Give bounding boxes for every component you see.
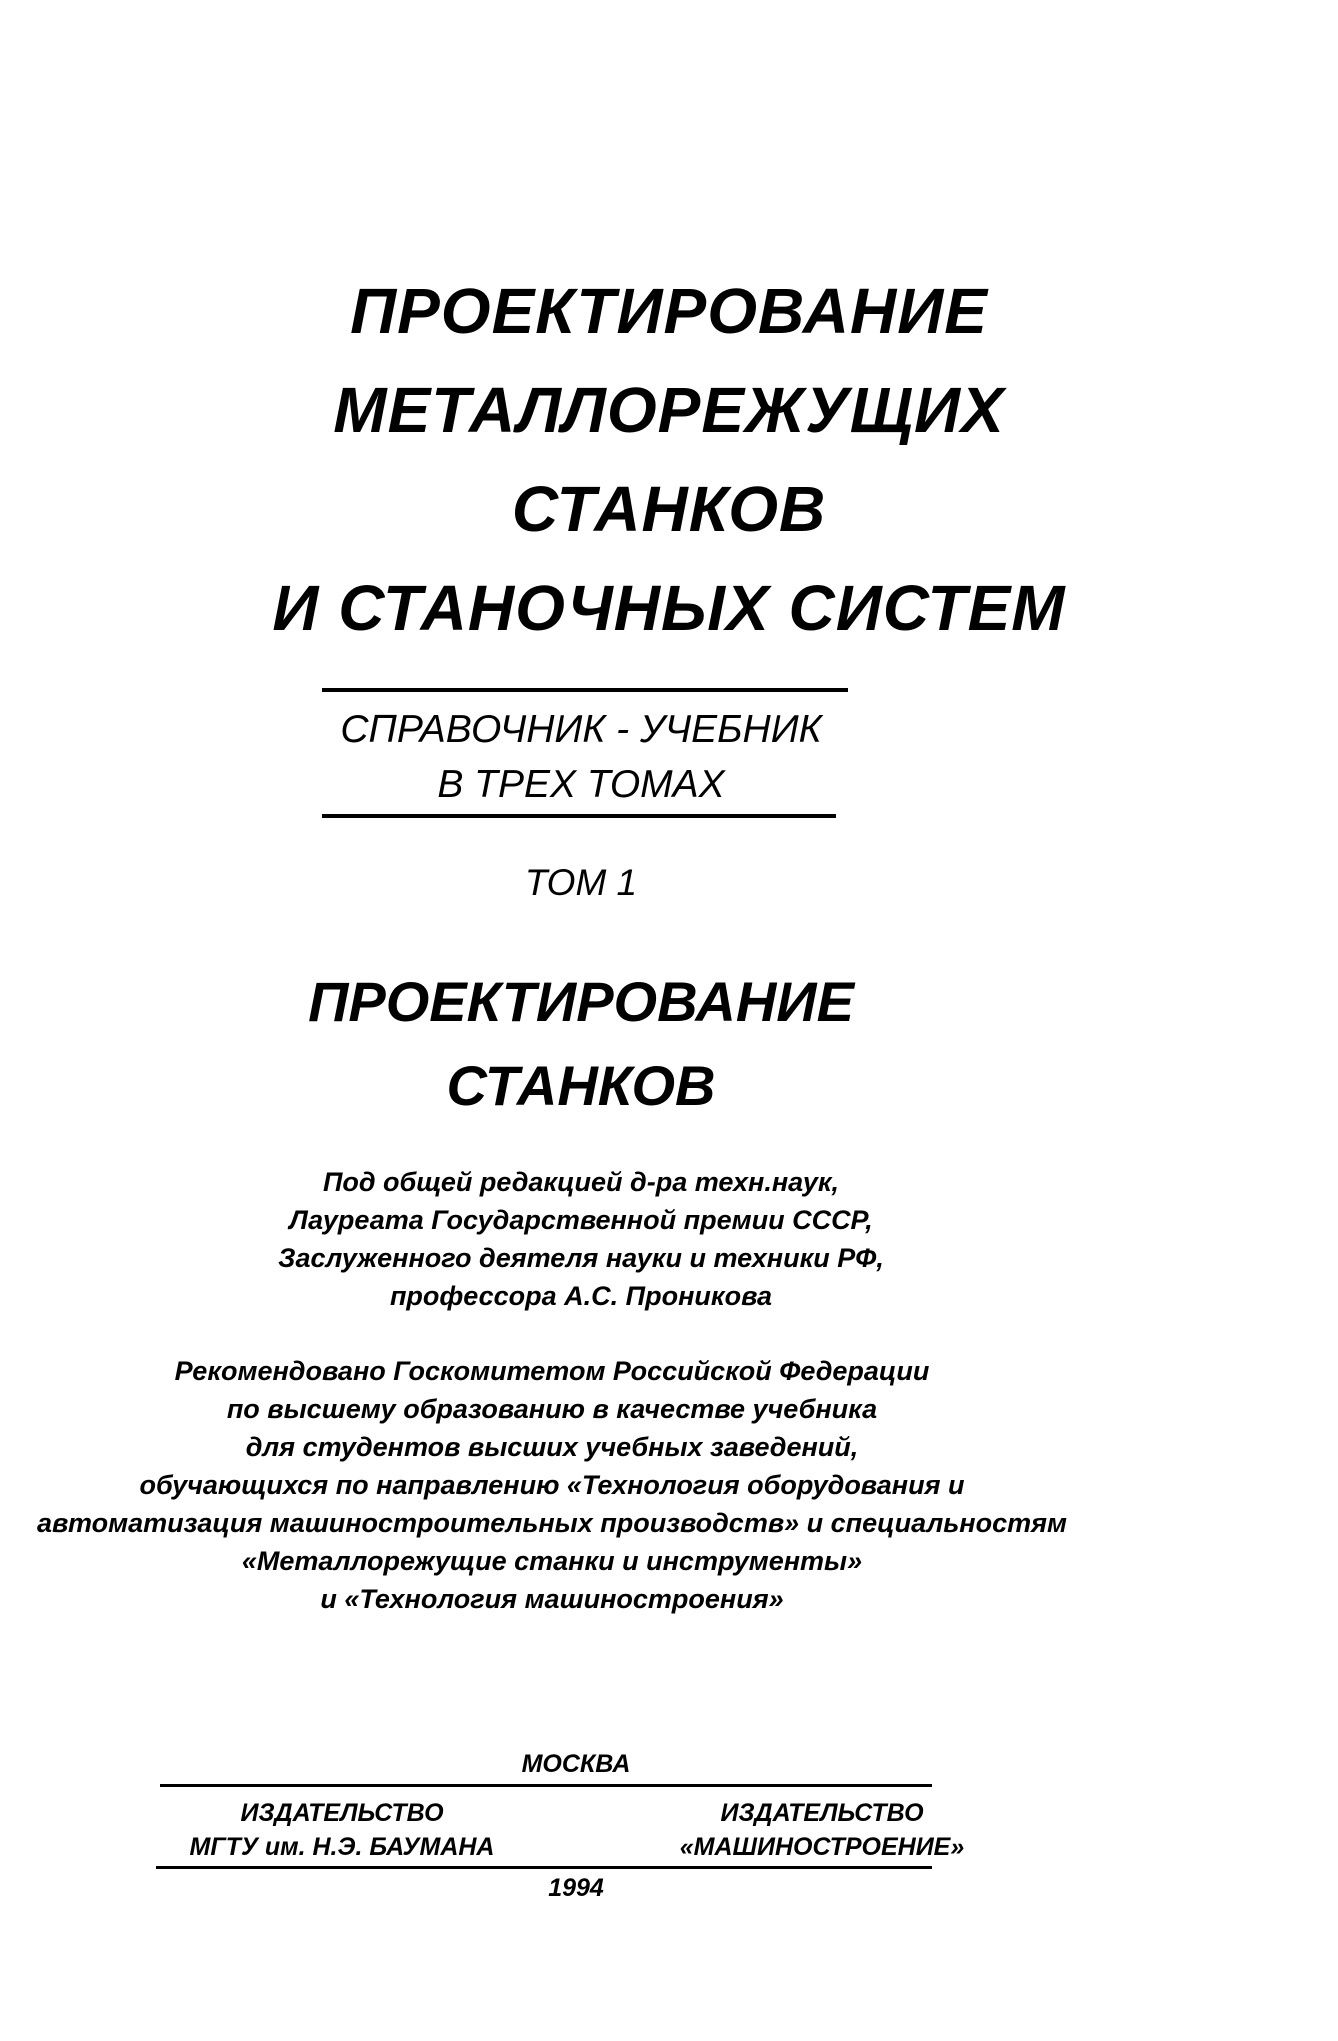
editor-block	[0, 1163, 1162, 1315]
publisher-right	[612, 1796, 1032, 1864]
subtitle-line: СПРАВОЧНИК - УЧЕБНИК	[340, 708, 822, 751]
publisher-left	[132, 1796, 552, 1864]
volume-number: ТОМ 1	[524, 862, 638, 903]
volume-title	[0, 960, 1162, 1128]
recommendation-line: «Металлорежущие станки и инструменты»	[241, 1546, 863, 1576]
publisher-right-line: «МАШИНОСТРОЕНИЕ»	[679, 1833, 965, 1861]
recommendation-line: обучающихся по направлению «Технология оборудования и	[139, 1470, 965, 1500]
volume-title-line: СТАНКОВ	[446, 1054, 716, 1117]
publisher-left-line: МГТУ им. Н.Э. БАУМАНА	[189, 1833, 495, 1861]
imprint-rule-bottom	[156, 1866, 932, 1869]
recommendation-line: автоматизация машиностроительных производств» и специальностям	[37, 1508, 1067, 1538]
publisher-right-line: ИЗДАТЕЛЬСТВО	[720, 1799, 924, 1827]
recommendation-line: по высшему образованию в качестве учебника	[226, 1394, 878, 1424]
imprint-year: 1994	[548, 1874, 604, 1902]
editor-line: Заслуженного деятеля науки и техники РФ,	[278, 1243, 884, 1273]
divider-middle	[322, 814, 836, 818]
main-title-line: СТАНКОВ	[511, 473, 827, 545]
imprint-rule-top	[160, 1784, 932, 1787]
recommendation-block	[0, 1352, 1104, 1618]
subtitle	[0, 702, 1162, 812]
main-title	[0, 262, 1338, 658]
volume-title-line: ПРОЕКТИРОВАНИЕ	[308, 970, 854, 1033]
publisher-left-line: ИЗДАТЕЛЬСТВО	[240, 1799, 444, 1827]
divider-top	[322, 688, 848, 692]
main-title-line: И СТАНОЧНЫХ СИСТЕМ	[272, 572, 1066, 644]
subtitle-line: В ТРЕХ ТОМАХ	[437, 763, 725, 806]
main-title-line: МЕТАЛЛОРЕЖУЩИХ	[333, 374, 1005, 446]
editor-line: Лауреата Государственной премии СССР,	[289, 1205, 873, 1235]
recommendation-line: и «Технология машиностроения»	[320, 1584, 784, 1614]
main-title-line: ПРОЕКТИРОВАНИЕ	[350, 275, 988, 347]
editor-line: Под общей редакцией д-ра техн.наук,	[322, 1167, 840, 1197]
editor-line: профессора А.С. Проникова	[389, 1281, 773, 1311]
imprint-city: МОСКВА	[521, 1750, 631, 1778]
recommendation-line: Рекомендовано Госкомитетом Российской Федерации	[174, 1356, 930, 1386]
recommendation-line: для студентов высших учебных заведений,	[245, 1432, 859, 1462]
